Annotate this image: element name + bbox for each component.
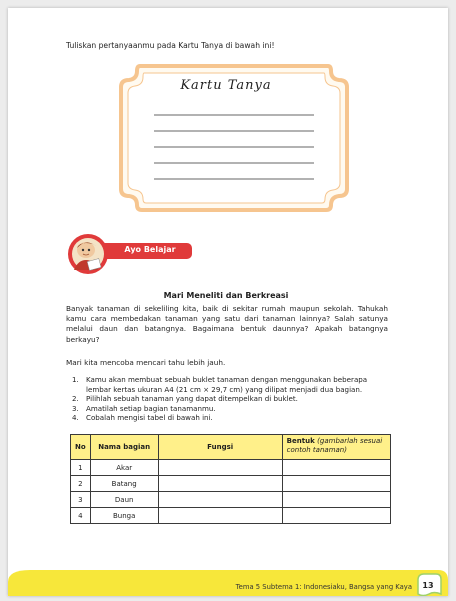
table-row — [71, 492, 391, 508]
row-function-cell[interactable] — [158, 508, 282, 524]
row-function-cell[interactable] — [158, 492, 282, 508]
row-part-name: Bunga — [90, 508, 158, 524]
row-number: 1 — [71, 460, 91, 476]
book-page — [8, 8, 448, 596]
intro-paragraph: Banyak tanaman di sekeliling kita, baik di sekitar rumah maupun sekolah. Tahukah kamu cara membedakan tanaman yang satu dari tanaman lainnya? Salah satunya melalui daun dan batangnya. Bagaimana bentuk daunnya? Apakah batangnya berkayu? — [66, 304, 388, 344]
row-shape-cell[interactable] — [282, 460, 390, 476]
row-shape-cell[interactable] — [282, 476, 390, 492]
row-part-name: Daun — [90, 492, 158, 508]
row-part-name: Batang — [90, 476, 158, 492]
table-header-row — [71, 435, 391, 460]
header-no: No — [71, 435, 91, 460]
table-row — [71, 508, 391, 524]
step-item: 3. Amatilah setiap bagian tanamanmu. — [72, 403, 216, 413]
page-number: 13 — [422, 581, 434, 590]
row-number: 2 — [71, 476, 91, 492]
section-title: Mari Meneliti dan Berkreasi — [163, 291, 289, 300]
kartu-tanya-title: Kartu Tanya — [180, 78, 272, 93]
plant-parts-table — [70, 434, 391, 524]
step-item: 2. Pilihlah sebuah tanaman yang dapat ditempelkan di buklet. — [72, 394, 298, 404]
header-shape: Bentuk (gambarlah sesuai contoh tanaman) — [282, 435, 390, 460]
row-number: 4 — [71, 508, 91, 524]
row-function-cell[interactable] — [158, 476, 282, 492]
header-function: Fungsi — [158, 435, 282, 460]
ayo-belajar-label: Ayo Belajar — [124, 245, 176, 254]
row-shape-cell[interactable] — [282, 492, 390, 508]
footer-theme-text: Tema 5 Subtema 1: Indonesiaku, Bangsa yang Kaya — [235, 583, 412, 591]
row-part-name: Akar — [90, 460, 158, 476]
row-number: 3 — [71, 492, 91, 508]
header-part-name: Nama bagian — [90, 435, 158, 460]
footer-band — [8, 568, 448, 596]
step-item: 4. Cobalah mengisi tabel di bawah ini. — [72, 413, 213, 423]
step-item: 1. Kamu akan membuat sebuah buklet tanaman dengan menggunakan beberapa lembar kertas ukuran A4 (21 cm × 29,7 cm) yang dilipat menjadi dua bagian. — [72, 375, 368, 394]
row-shape-cell[interactable] — [282, 508, 390, 524]
lead-in-paragraph: Mari kita mencoba mencari tahu lebih jauh. — [66, 358, 226, 367]
steps-list — [72, 375, 390, 423]
instruction-text: Tuliskan pertanyaanmu pada Kartu Tanya di bawah ini! — [66, 41, 275, 50]
row-function-cell[interactable] — [158, 460, 282, 476]
table-row — [71, 476, 391, 492]
table-row — [71, 460, 391, 476]
ayo-belajar-badge — [66, 234, 194, 278]
header-shape-note: (gambarlah sesuai contoh tanaman) — [286, 437, 383, 454]
